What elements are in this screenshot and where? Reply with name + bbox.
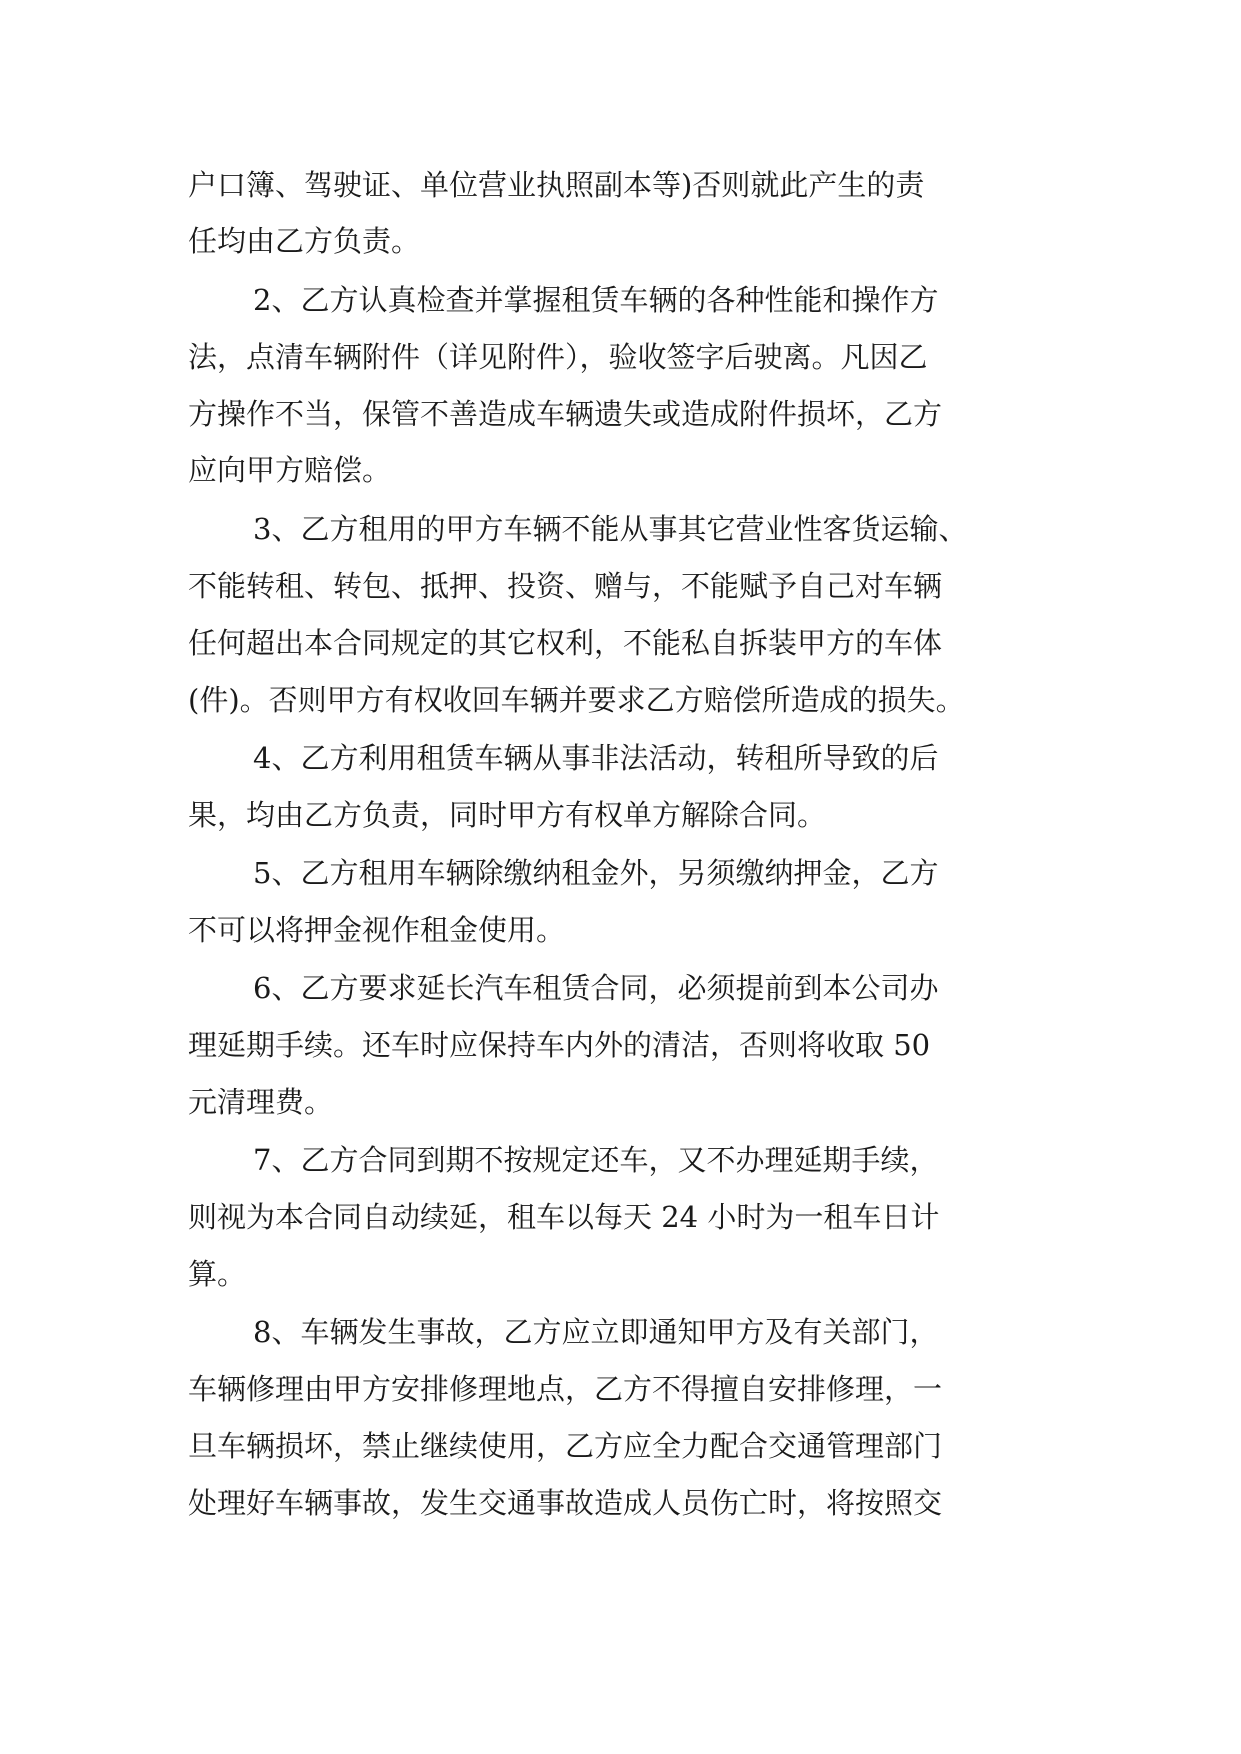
- text-line: 不能转租、转包、抵押、投资、赠与，不能赋予自己对车辆: [188, 569, 943, 603]
- text-line: (件)。否则甲方有权收回车辆并要求乙方赔偿所造成的损失。: [188, 683, 965, 717]
- text-line: 任何超出本合同规定的其它权利，不能私自拆装甲方的车体: [188, 626, 943, 660]
- text-line: 8、车辆发生事故，乙方应立即通知甲方及有关部门，: [253, 1315, 939, 1349]
- text-line: 元清理费。: [188, 1085, 334, 1119]
- text-line: 旦车辆损坏，禁止继续使用，乙方应全力配合交通管理部门: [188, 1429, 943, 1463]
- text-line: 果，均由乙方负责，同时甲方有权单方解除合同。: [188, 798, 827, 832]
- text-line: 处理好车辆事故，发生交通事故造成人员伤亡时，将按照交: [188, 1486, 943, 1520]
- text-line: 2、乙方认真检查并掌握租赁车辆的各种性能和操作方: [253, 283, 939, 317]
- text-line: 户口簿、驾驶证、单位营业执照副本等)否则就此产生的责: [188, 168, 925, 202]
- text-line: 7、乙方合同到期不按规定还车，又不办理延期手续，: [253, 1143, 939, 1177]
- text-line: 3、乙方租用的甲方车辆不能从事其它营业性客货运输、: [253, 512, 968, 546]
- text-line: 应向甲方赔偿。: [188, 453, 392, 487]
- text-line: 则视为本合同自动续延，租车以每天 24 小时为一租车日计: [188, 1200, 940, 1234]
- text-line: 任均由乙方负责。: [188, 224, 421, 258]
- text-line: 法，点清车辆附件（详见附件），验收签字后驶离。凡因乙: [188, 340, 928, 374]
- text-line: 方操作不当，保管不善造成车辆遗失或造成附件损坏，乙方: [188, 397, 943, 431]
- text-line: 算。: [188, 1257, 247, 1291]
- text-line: 4、乙方利用租赁车辆从事非法活动，转租所导致的后: [253, 741, 939, 775]
- text-line: 6、乙方要求延长汽车租赁合同，必须提前到本公司办: [253, 971, 939, 1005]
- text-line: 车辆修理由甲方安排修理地点，乙方不得擅自安排修理，一: [188, 1372, 943, 1406]
- text-line: 不可以将押金视作租金使用。: [188, 913, 566, 947]
- text-line: 理延期手续。还车时应保持车内外的清洁，否则将收取 50: [188, 1028, 931, 1062]
- text-line: 5、乙方租用车辆除缴纳租金外，另须缴纳押金，乙方: [253, 856, 939, 890]
